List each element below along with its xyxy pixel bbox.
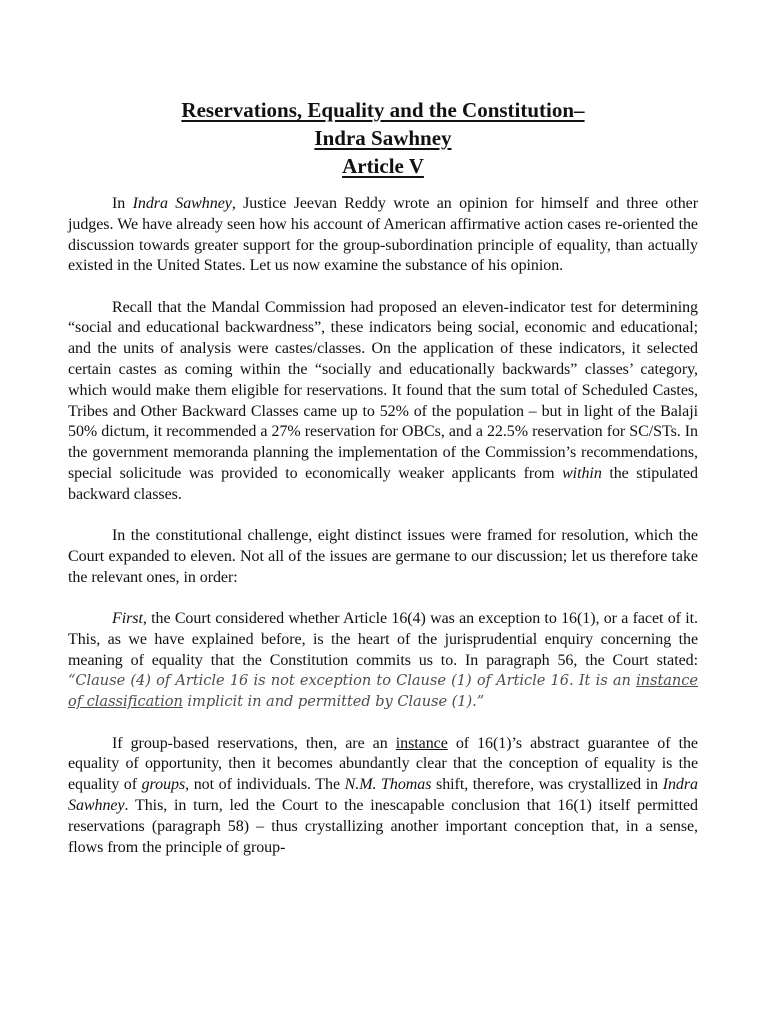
court-quote	[68, 672, 698, 710]
underlined-word: instance	[395, 734, 448, 752]
case-name-italic: Indra Sawhney	[132, 195, 232, 212]
paragraph-4	[68, 609, 698, 713]
paragraph-2	[68, 298, 698, 506]
text-run: , the Court considered whether Article 16(4) was an exception to 16(1), or a facet of it. This, as we have explained before, is the heart of the jurisprudential enquiry concerning the meaning of equality that the Constitution commits us to. In paragraph 56, the Court stated:	[68, 610, 698, 669]
case-name-italic: N.M. Thomas	[344, 776, 432, 794]
quote-underlined: instance of classification	[68, 672, 698, 711]
text-run: In	[112, 195, 133, 212]
title-line-1: Reservations, Equality and the Constitution–	[181, 98, 585, 122]
title-line-3: Article V	[342, 154, 424, 178]
emphasis-italic: First	[112, 610, 143, 628]
text-run: . This, in turn, led the Court to the inescapable conclusion that 16(1) itself permitted reservations (paragraph 58) – thus crystallizing another important conception that, in a sense, flows from the principle of group-	[68, 796, 698, 856]
quote-run: implicit in and permitted by Clause (1).”	[182, 693, 485, 711]
text-run: , not of individuals. The	[185, 776, 345, 794]
paragraph-1	[68, 194, 698, 277]
text-run: If group-based reservations, then, are an	[112, 734, 396, 752]
emphasis-italic: within	[562, 465, 602, 483]
title-line-2: Indra Sawhney	[314, 126, 452, 150]
paragraph-5	[68, 734, 698, 859]
case-name-italic: Indra Sawhney	[68, 776, 698, 814]
text-run: the stipulated backward classes.	[68, 465, 698, 503]
quote-run: “Clause (4) of Article 16 is not exception to Clause (1) of Article 16. It is an	[68, 672, 637, 690]
text-run: Recall that the Mandal Commission had proposed an eleven-indicator test for determining “social and educational backwardness”, these indicators being social, economic and educational; and the units of analysis were castes/classes. On the application of these indicators, it selected certain castes as coming within the “socially and educationally backwards” classes’ category, which would make them eligible for reservations. It found that the sum total of Scheduled Castes, Tribes and Other Backward Classes came up to 52% of the population – but in light of the Balaji 50% dictum, it recommended a 27% reservation for OBCs, and a 22.5% reservation for SC/STs. In the government memoranda planning the implementation of the Commission’s recommendations, special solicitude was provided to economically weaker applicants from	[68, 298, 698, 483]
document-title	[68, 96, 698, 180]
text-run: of 16(1)’s abstract guarantee of the equality of opportunity, then it becomes abundantly clear that the conception of equality is the equality of	[68, 734, 698, 794]
text-run: In the constitutional challenge, eight distinct issues were framed for resolution, which the Court expanded to eleven. Not all of the issues are germane to our discussion; let us therefore take the relevant ones, in order:	[68, 527, 698, 586]
paragraph-3	[68, 526, 698, 588]
emphasis-italic: groups	[141, 776, 186, 794]
text-run: , Justice Jeevan Reddy wrote an opinion for himself and three other judges. We have already seen how his account of American affirmative action cases re-oriented the discussion towards greater support for the group-subordination principle of equality, than actually existed in the United States. Let us now examine the substance of his opinion.	[68, 195, 698, 275]
text-run: shift, therefore, was crystallized in	[431, 776, 663, 794]
